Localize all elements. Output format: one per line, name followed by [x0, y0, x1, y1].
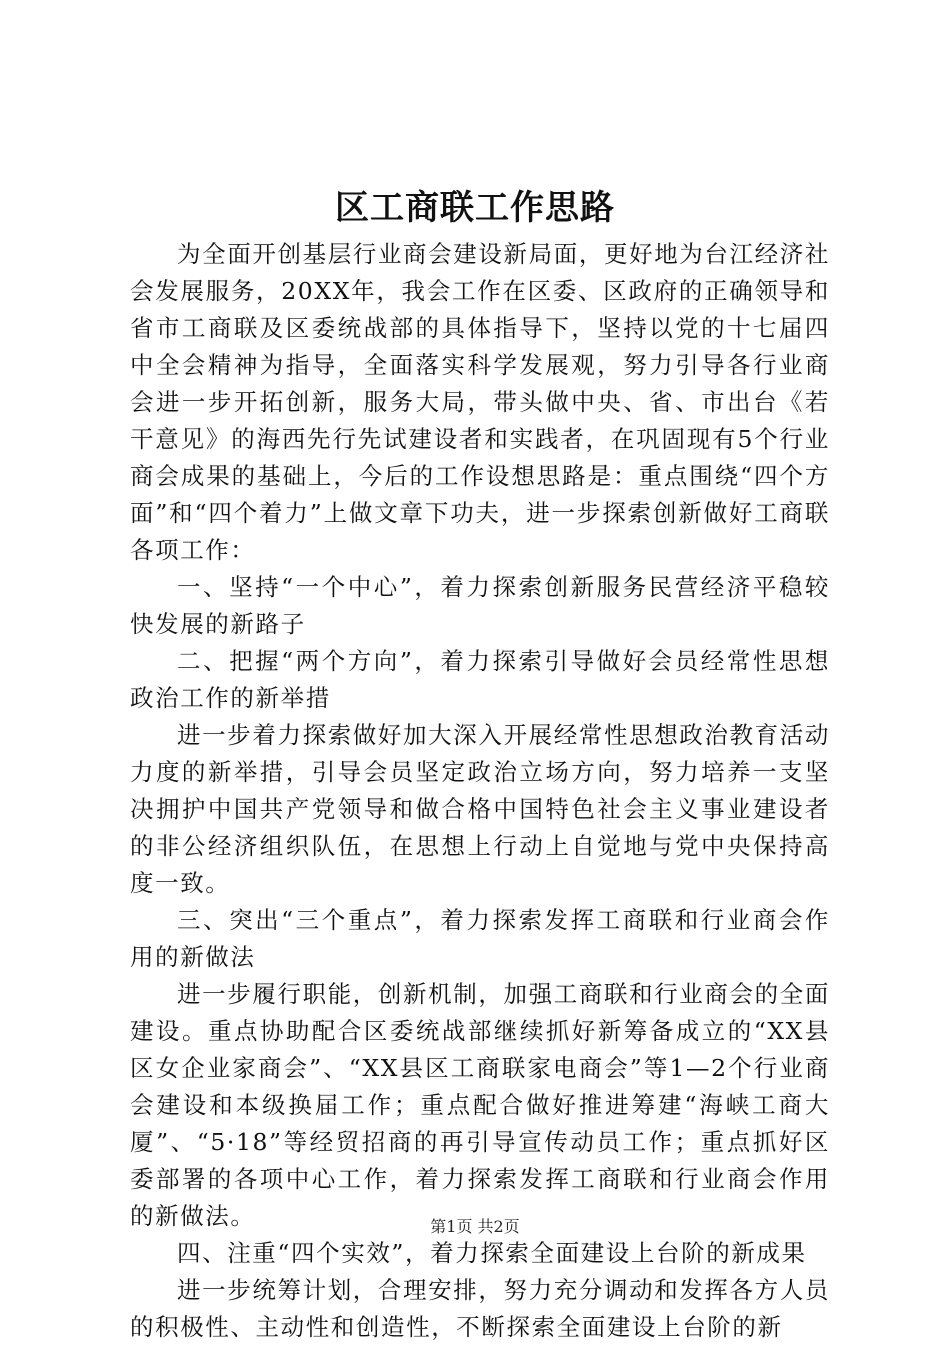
page-number-footer: 第1页 共2页 — [430, 1217, 520, 1236]
section-heading-1: 一、坚持“一个中心”，着力探索创新服务民营经济平稳较快发展的新路子 — [130, 573, 830, 638]
document-body — [130, 236, 830, 1346]
paragraph-section-2: 进一步着力探索做好加大深入开展经常性思想政治教育活动力度的新举措，引导会员坚定政治立场方向，努力培养一支坚决拥护中国共产党领导和做合格中国特色社会主义事业建设者的非公经济组织队伍，在思想上行动上自觉地与党中央保持高度一致。 — [130, 721, 830, 897]
paragraph-section-3: 进一步履行职能，创新机制，加强工商联和行业商会的全面建设。重点协助配合区委统战部继续抓好新筹备成立的“XX县区女企业家商会”、“XX县区工商联家电商会”等1—2个行业商会建设和本级换届工作；重点配合做好推进筹建“海峡工商大厦”、“5·18”等经贸招商的再引导宣传动员工作；重点抓好区委部署的各项中心工作，着力探索发挥工商联和行业商会作用的新做法。 — [130, 980, 830, 1230]
section-heading-4: 四、注重“四个实效”，着力探索全面建设上台阶的新成果 — [177, 1239, 807, 1267]
document-title: 区工商联工作思路 — [335, 188, 615, 228]
paragraph-section-4: 进一步统筹计划，合理安排，努力充分调动和发挥各方人员的积极性、主动性和创造性，不断探索全面建设上台阶的新 — [130, 1276, 830, 1341]
paragraph-intro: 为全面开创基层行业商会建设新局面，更好地为台江经济社会发展服务，20XX年，我会工作在区委、区政府的正确领导和省市工商联及区委统战部的具体指导下，坚持以党的十七届四中全会精神为指导，全面落实科学发展观，努力引导各行业商会进一步开拓创新，服务大局，带头做中央、省、市出台《若干意见》的海西先行先试建设者和实践者，在巩固现有5个行业商会成果的基础上，今后的工作设想思路是：重点围绕“四个方面”和“四个着力”上做文章下功夫，进一步探索创新做好工商联各项工作： — [130, 240, 830, 564]
section-heading-2: 二、把握“两个方向”，着力探索引导做好会员经常性思想政治工作的新举措 — [130, 647, 830, 712]
section-heading-3: 三、突出“三个重点”，着力探索发挥工商联和行业商会作用的新做法 — [130, 906, 830, 971]
